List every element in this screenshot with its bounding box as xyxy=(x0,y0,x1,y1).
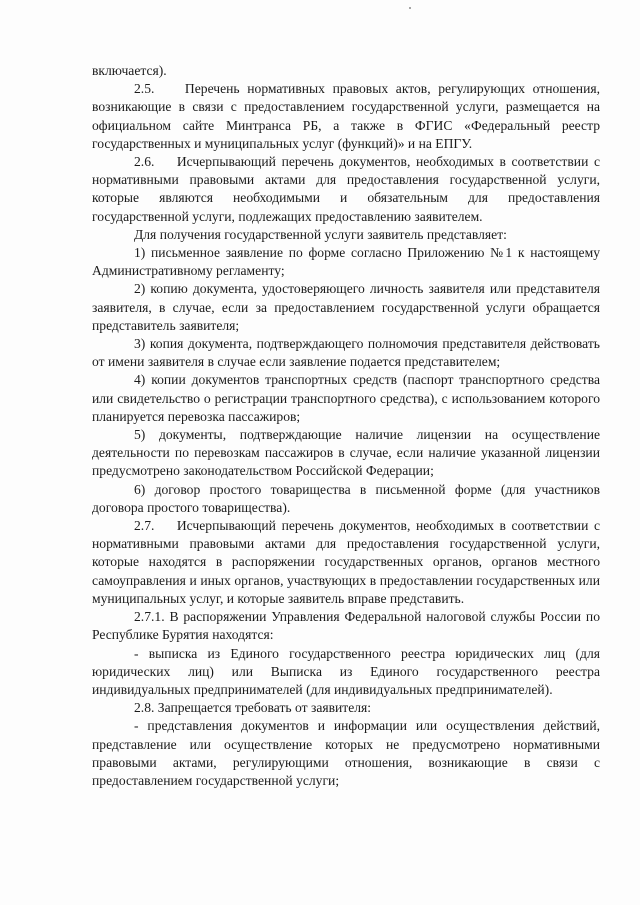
paragraph-2-7: 2.7. Исчерпывающий перечень документов, необходимых в соответствии с нормативными правовыми актами для предоставления государственной услуги, которые находятся в распоряжении государственных органов, органов местного самоуправления и иных органов, участвующих в предоставлении государственных или муниципальных услуг, и которые заявитель вправе представить. xyxy=(92,518,600,606)
list-item-4: 4) копии документов транспортных средств (паспорт транспортного средства или свидетельство о регистрации транспортного средства), с использованием которого планируется перевозка пассажиров; xyxy=(92,372,600,424)
list-item-prohibition: - представления документов и информации или осуществления действий, представление или осуществление которых не предусмотрено нормативными правовыми актами, регулирующими отношения, возникающие в связи с предоставлением государственной услуги; xyxy=(92,718,600,788)
paragraph-2-5: 2.5. Перечень нормативных правовых актов, регулирующих отношения, возникающие в связи с предоставлением государственной услуги, размещается на официальном сайте Минтранса РБ, а также в ФГИС «Федеральный реестр государственных и муниципальных услуг (функций)» и на ЕПГУ. xyxy=(92,81,600,151)
list-item-1: 1) письменное заявление по форме согласно Приложению №1 к настоящему Административному регламенту; xyxy=(92,245,600,279)
list-item-3: 3) копия документа, подтверждающего полномочия представителя действовать от имени заявителя в случае если заявление подается представителем; xyxy=(92,336,600,370)
scan-speck xyxy=(409,7,411,9)
paragraph-continuation: включается). xyxy=(92,63,167,78)
list-item-2: 2) копию документа, удостоверяющего личность заявителя или представителя заявителя, в случае, если за предоставлением государственной услуги обращается представитель заявителя; xyxy=(92,281,600,333)
list-item-egrul: - выписка из Единого государственного реестра юридических лиц (для юридических лиц) или Выписка из Единого государственного реестра индивидуальных предпринимателей (для индивидуальных предпринимателей). xyxy=(92,645,600,697)
list-item-5: 5) документы, подтверждающие наличие лицензии на осуществление деятельности по перевозкам пассажиров в случае, если наличие указанной лицензии предусмотрено законодательством Российской Федерации; xyxy=(92,427,600,479)
paragraph-2-7-1: 2.7.1. В распоряжении Управления Федеральной налоговой службы России по Республике Бурятия находятся: xyxy=(92,609,600,643)
paragraph-intro-list: Для получения государственной услуги заявитель представляет: xyxy=(134,226,507,242)
list-item-6: 6) договор простого товарищества в письменной форме (для участников договора простого товарищества). xyxy=(92,481,600,515)
paragraph-2-8: 2.8. Запрещается требовать от заявителя: xyxy=(134,700,372,716)
document-body xyxy=(92,62,600,790)
paragraph-2-6: 2.6. Исчерпывающий перечень документов, необходимых в соответствии с нормативными правовыми актами для предоставления государственной услуги, которые являются необходимыми и обязательным для предоставления государственной услуги, подлежащих предоставлению заявителем. xyxy=(92,154,600,224)
